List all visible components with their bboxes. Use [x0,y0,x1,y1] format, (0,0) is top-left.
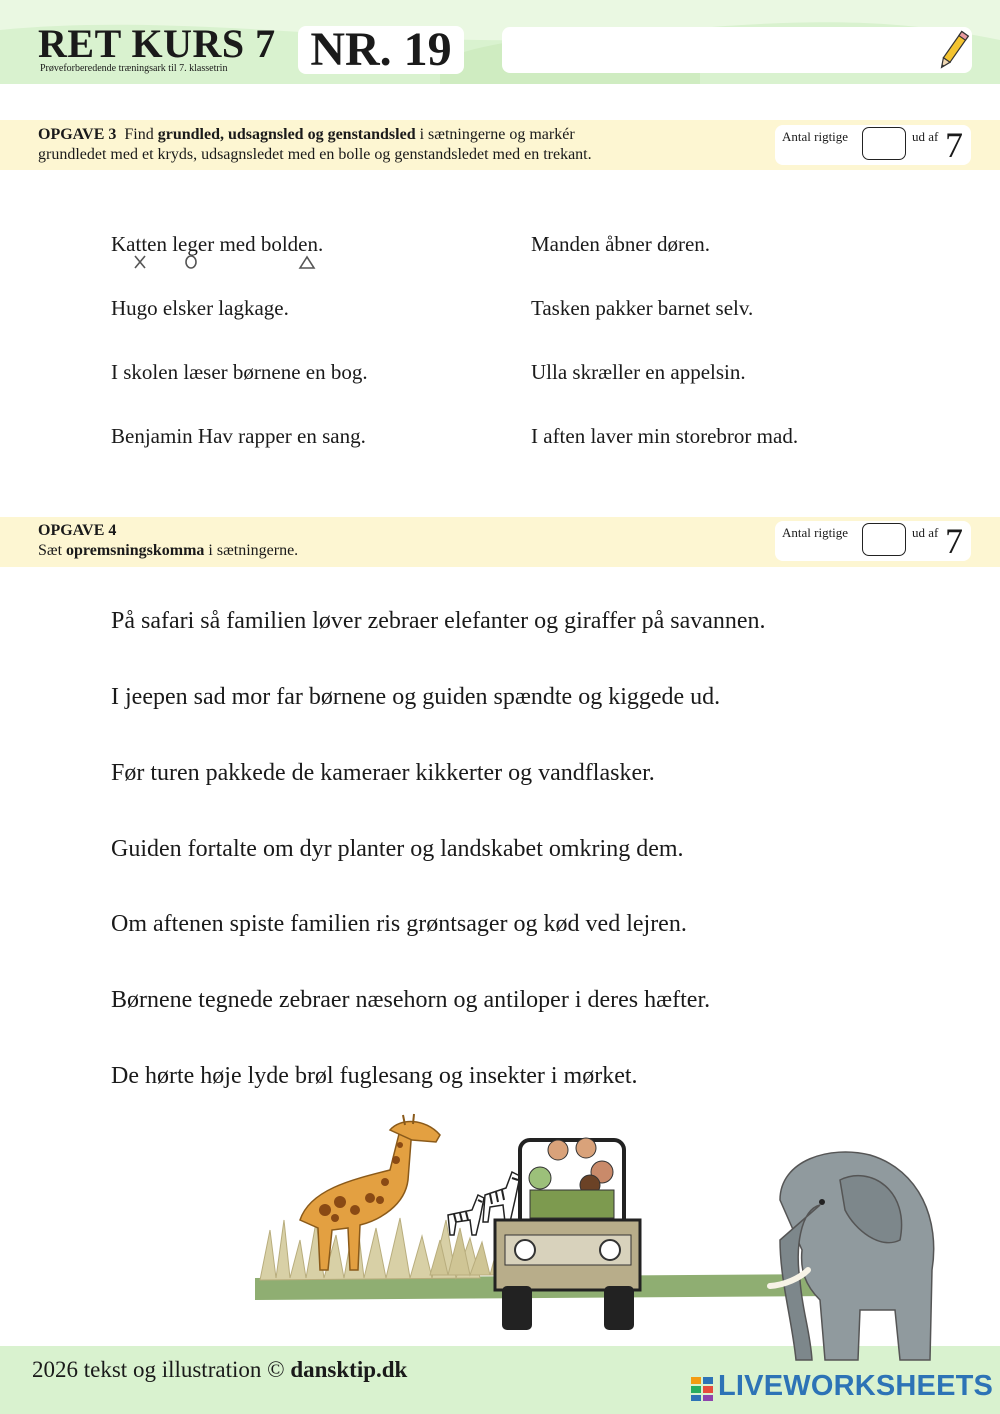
task3-instruction-part2: i sætningerne og markér [419,126,575,143]
task3-label: OPGAVE 3 [38,126,117,143]
task3-sentence-left-1[interactable]: Katten leger med bolden. [111,232,324,256]
task3-sentence-right-2[interactable]: Tasken pakker barnet selv. [531,296,754,320]
task4-sentence-6[interactable]: Børnene tegnede zebraer næsehorn og antiloper i deres hæfter. [111,987,711,1013]
task3-instruction-bold: grundled, udsagnsled og genstandsled [157,126,416,143]
task3-score-of-label: ud af [912,129,939,144]
task3-sentence-right-3[interactable]: Ulla skræller en appelsin. [531,360,746,384]
task3-instruction-part1: Find [124,126,154,143]
task4-score-input[interactable] [862,523,906,556]
task4-score-box [775,521,971,561]
task4-score-max: 7 [945,521,963,561]
task3-score-max: 7 [945,125,963,165]
jeep-icon [495,1138,640,1330]
liveworksheets-logo-icon [690,1376,714,1402]
liveworksheets-brand[interactable]: LIVEWORKSHEETS [718,1370,994,1402]
task3-score-input[interactable] [862,127,906,160]
task4-instruction-bold: opremsningskomma [66,542,205,559]
name-field[interactable] [502,27,972,73]
task4-sentence-3[interactable]: Før turen pakkede de kameraer kikkerter og vandflasker. [111,760,655,786]
pencil-icon [935,28,971,74]
task3-instruction [38,125,592,165]
task3-sentence-right-4[interactable]: I aften laver min storebror mad. [531,424,799,448]
task3-sentence-left-3[interactable]: I skolen læser børnene en bog. [111,360,368,384]
task4-sentence-2[interactable]: I jeepen sad mor far børnene og guiden spændte og kiggede ud. [111,684,721,710]
task3-sentence-left-4[interactable]: Benjamin Hav rapper en sang. [111,424,366,448]
task3-sentence-right-1[interactable]: Manden åbner døren. [531,232,711,256]
worksheet-subtitle: Prøveforberedende træningsark til 7. klassetrin [40,63,228,74]
circle-mark-icon [186,256,196,268]
worksheet-title: RET KURS 7 [38,21,276,66]
copyright-brand: dansktip.dk [290,1357,408,1382]
task4-instruction-part2: i sætningerne. [208,542,299,559]
task3-instruction-line2: grundledet med et kryds, udsagnsledet med en bolle og genstandsledet med en trekant. [38,146,592,163]
task4-score-label: Antal rigtige [782,525,849,540]
task4-score-of-label: ud af [912,525,939,540]
copyright-prefix: 2026 tekst og illustration © [32,1357,285,1382]
task3-score-box [775,125,971,165]
task4-sentence-7[interactable]: De hørte høje lyde brøl fuglesang og insekter i mørket. [111,1063,638,1089]
task4-instruction [38,521,298,561]
cross-mark-icon [135,256,145,268]
task4-label: OPGAVE 4 [38,522,117,539]
worksheet-number: NR. 19 [298,26,464,74]
task3-score-label: Antal rigtige [782,129,849,144]
task3-sentence-left-2[interactable]: Hugo elsker lagkage. [111,296,289,320]
task4-sentence-4[interactable]: Guiden fortalte om dyr planter og landskabet omkring dem. [111,836,684,862]
task4-instruction-part1: Sæt [38,542,63,559]
triangle-mark-icon [300,257,314,268]
copyright-text [32,1358,407,1381]
task3-example-marks [130,252,330,274]
task4-sentence-1[interactable]: På safari så familien løver zebraer elefanter og giraffer på savannen. [111,608,766,634]
task4-sentence-5[interactable]: Om aftenen spiste familien ris grøntsager og kød ved lejren. [111,911,687,937]
elephant-icon [770,1152,934,1360]
